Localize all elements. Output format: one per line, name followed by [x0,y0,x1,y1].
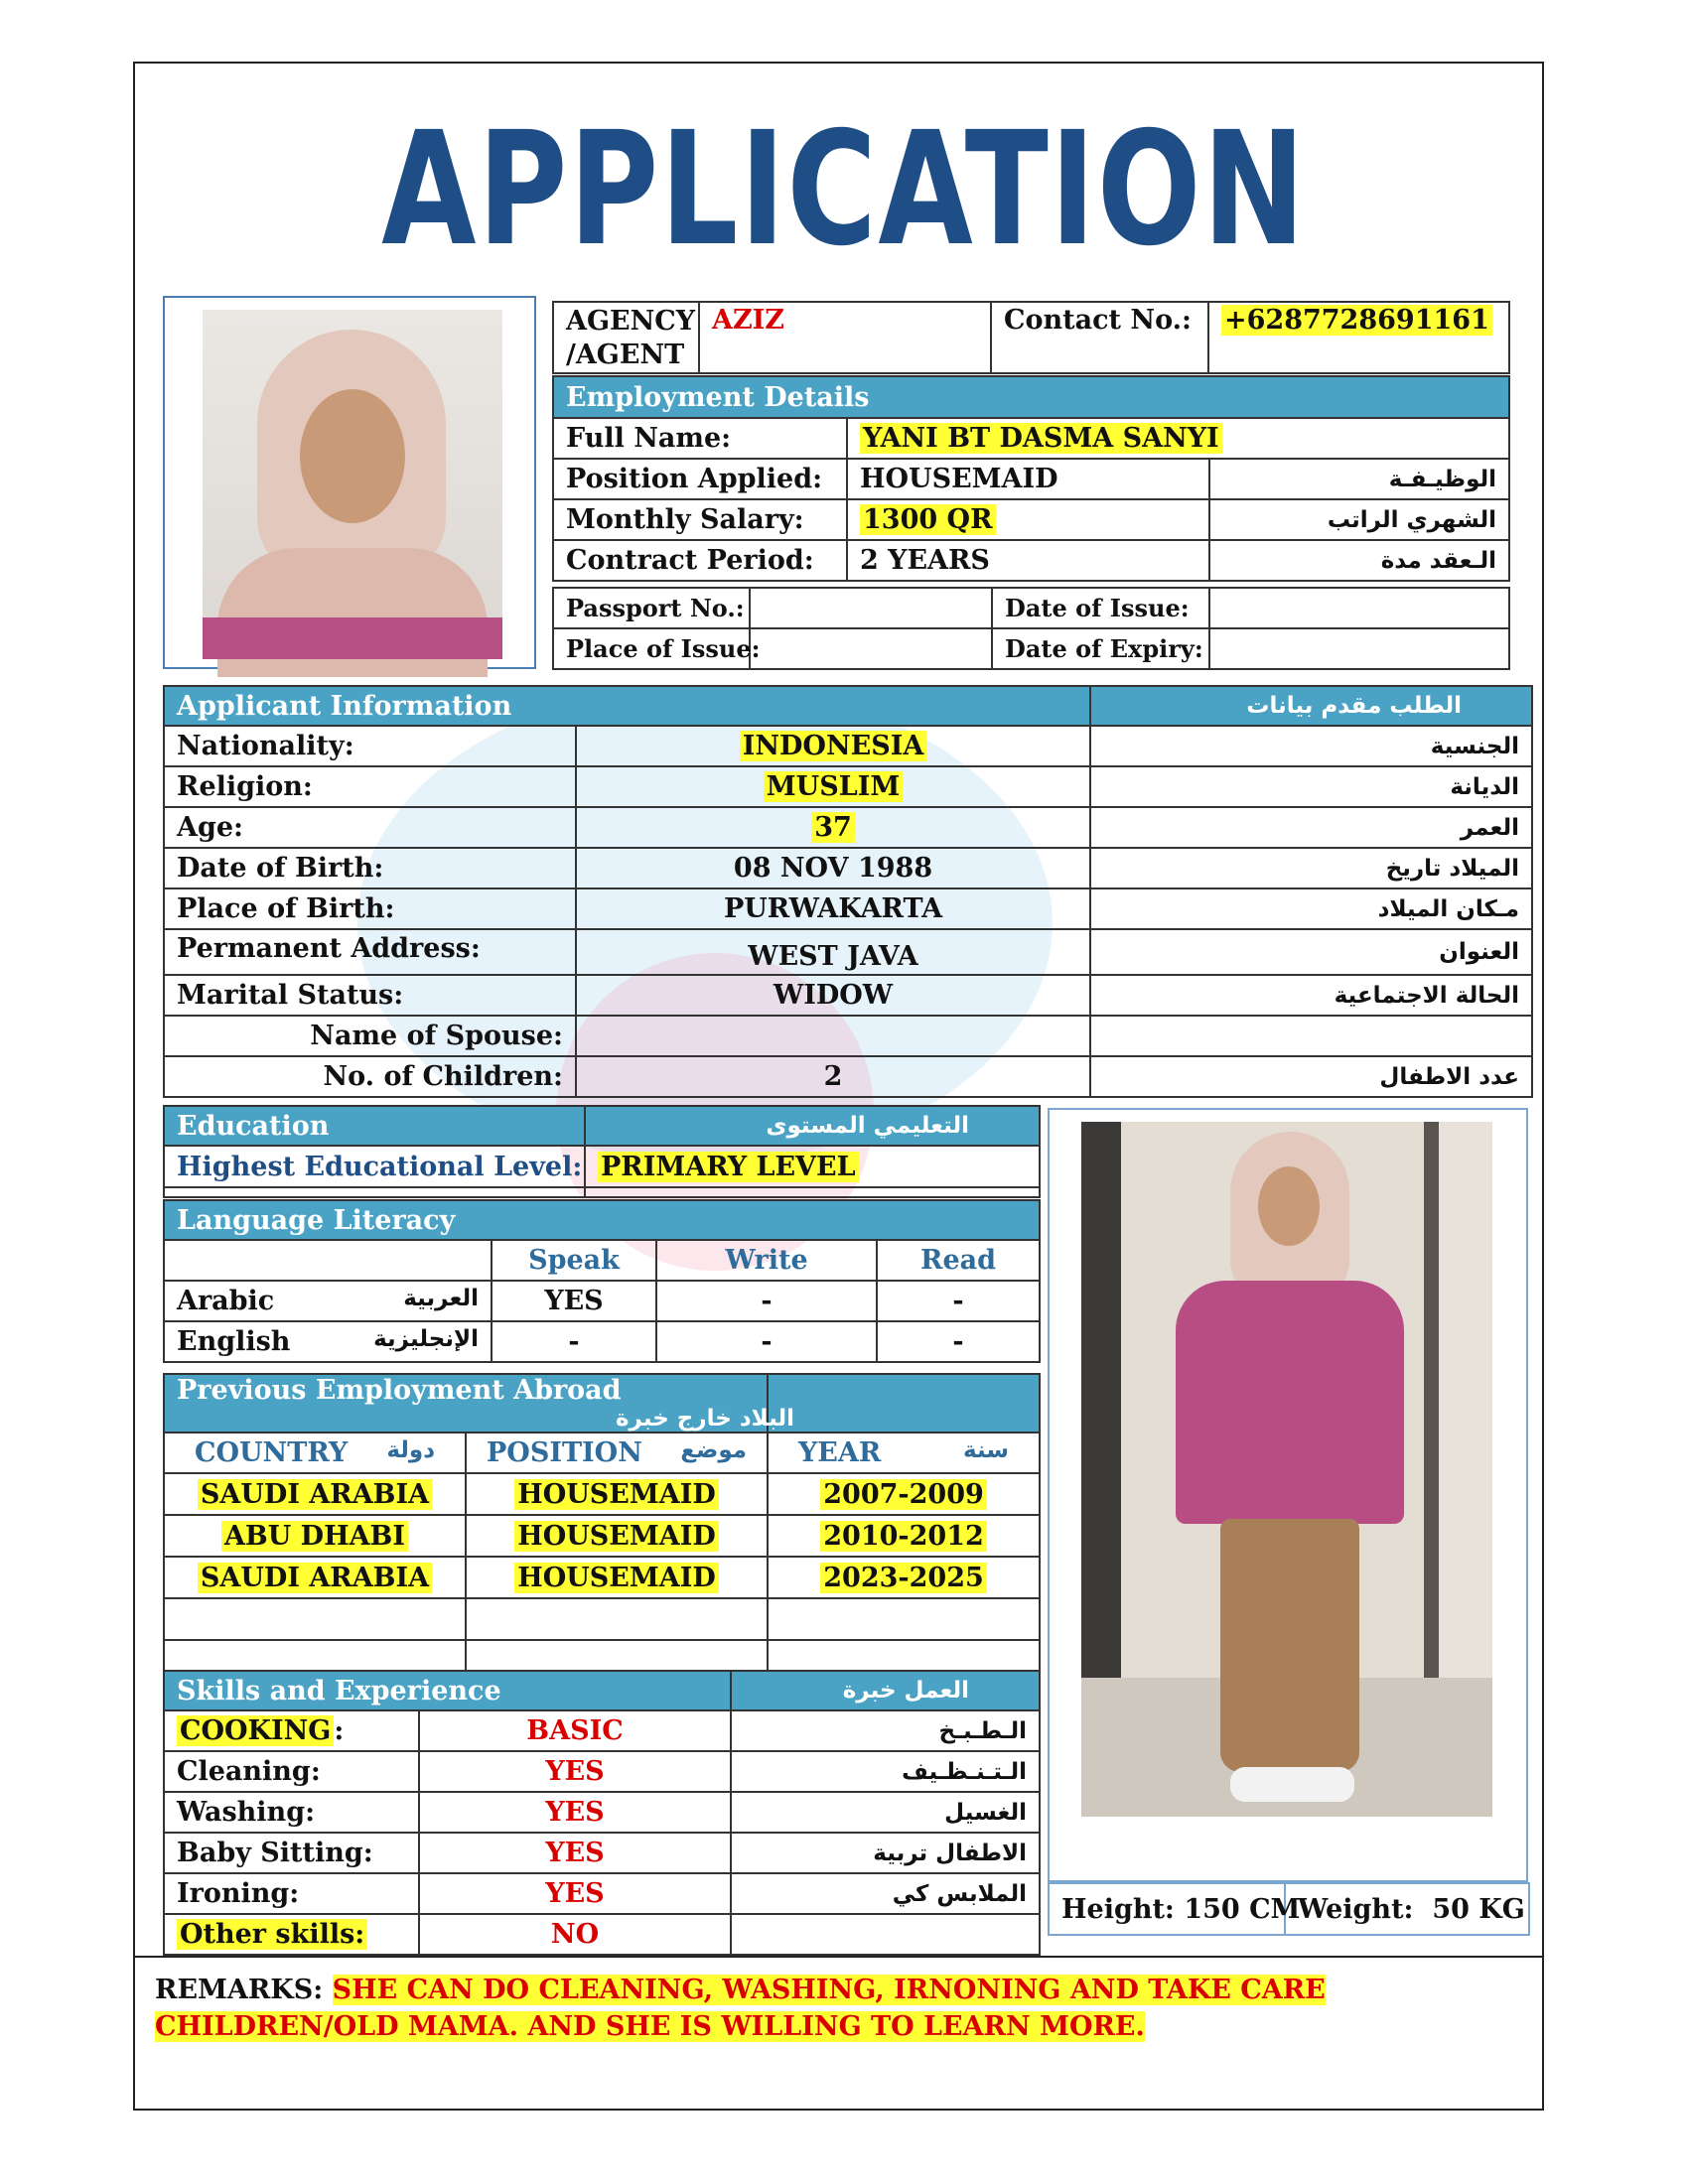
previous-row [164,1515,1040,1557]
previous-header: Previous Employment Abroad البلاد خارج خبرة [164,1374,768,1433]
english-speak: - [492,1321,656,1362]
portrait-photo [203,310,502,659]
skill-cooking-ar: الـطـبـخ [731,1710,1040,1751]
position-ar: الوظيـفـة [1209,459,1509,499]
children-label: No. of Children: [164,1056,576,1097]
skill-cooking-label: COOKING : [164,1710,419,1751]
agency-value: AZIZ [699,302,991,373]
portrait-photo-frame [163,296,536,669]
skill-cleaning-label: Cleaning: [164,1751,419,1792]
skill-other-value: NO [419,1914,731,1955]
skill-cooking-value: BASIC [419,1710,731,1751]
contract-value: 2 YEARS [847,540,1209,581]
weight-cell: Weight: 50 KG [1285,1883,1529,1935]
arabic-speak: YES [492,1281,656,1321]
portrait-face [300,389,405,523]
previous-row [164,1473,1040,1515]
previous-year: 2023-2025 [768,1557,1040,1598]
full-body-photo-frame [1048,1108,1528,1882]
previous-position: HOUSEMAID [466,1557,768,1598]
figure-pants [1220,1519,1359,1772]
skills-header-ar: العمل خبرة [731,1671,1040,1710]
skill-babysitting-ar: الاطفال تربية [731,1833,1040,1873]
education-spacer [164,1187,585,1197]
skill-cleaning-value: YES [419,1751,731,1792]
employment-header: Employment Details [553,376,1509,418]
english-write: - [656,1321,877,1362]
place-of-issue-label: Place of Issue: [553,628,750,669]
skill-babysitting-label: Baby Sitting: [164,1833,419,1873]
spouse-value [576,1016,1090,1056]
salary-label: Monthly Salary: [553,499,847,540]
dob-ar: الميلاد تاريخ [1090,848,1532,888]
language-blank [164,1240,492,1281]
agency-table [552,301,1510,374]
issue-date-label: Date of Issue: [992,588,1209,628]
skill-other-label: Other skills: [164,1914,419,1955]
agency-label: AGENCY /AGENT [553,302,699,373]
skills-table [163,1670,1041,1956]
remarks-box [133,1956,1544,2111]
passport-no-value [750,588,992,628]
full-name-value: YANI BT DASMA SANYI [847,418,1509,459]
age-label: Age: [164,807,576,848]
children-value: 2 [576,1056,1090,1097]
applicant-header: Applicant Information [164,686,1090,726]
previous-row [164,1598,1040,1640]
skill-washing-value: YES [419,1792,731,1833]
pob-value: PURWAKARTA [576,888,1090,929]
marital-ar: الحالة الاجتماعية [1090,975,1532,1016]
language-table [163,1199,1041,1363]
education-level-label: Highest Educational Level: [164,1146,585,1187]
position-label: Position Applied: [553,459,847,499]
expiry-date-value [1209,628,1509,669]
spouse-label: Name of Spouse: [164,1016,576,1056]
salary-ar: الشهري الراتب [1209,499,1509,540]
passport-no-label: Passport No.: [553,588,750,628]
dob-label: Date of Birth: [164,848,576,888]
previous-col-year: YEAR سنة [768,1433,1040,1473]
height-cell: Height: 150 CM [1049,1883,1285,1935]
figure-shoes [1230,1767,1354,1802]
position-value: HOUSEMAID [847,459,1209,499]
previous-country [164,1598,466,1640]
employment-table [552,375,1510,582]
salary-value: 1300 QR [847,499,1209,540]
spouse-ar [1090,1016,1532,1056]
previous-row [164,1557,1040,1598]
language-col-write: Write [656,1240,877,1281]
education-table [163,1105,1041,1198]
figure-sweater [1176,1281,1404,1524]
language-col-read: Read [877,1240,1040,1281]
previous-col-position: POSITION موضع [466,1433,768,1473]
full-name-label: Full Name: [553,418,847,459]
education-level-value: PRIMARY LEVEL [585,1146,1040,1187]
skills-header: Skills and Experience [164,1671,731,1710]
pob-label: Place of Birth: [164,888,576,929]
remarks-text: SHE CAN DO CLEANING, WASHING, IRNONING AND TAKE CARE CHILDREN/OLD MAMA. AND SHE IS WILLING TO LEARN MORE. [155,1975,1326,2042]
language-english: English الإنجليزية [164,1321,492,1362]
previous-country: SAUDI ARABIA [164,1557,466,1598]
religion-ar: الديانة [1090,766,1532,807]
arabic-write: - [656,1281,877,1321]
children-ar: عدد الاطفال [1090,1056,1532,1097]
previous-col-country: COUNTRY دولة [164,1433,466,1473]
contract-label: Contract Period: [553,540,847,581]
contract-ar: الـعقد مدة [1209,540,1509,581]
language-col-speak: Speak [492,1240,656,1281]
skill-ironing-label: Ironing: [164,1873,419,1914]
applicant-header-ar: الطلب مقدم بيانات [1090,686,1532,726]
contact-value: +6287728691161 [1208,302,1509,373]
nationality-value: INDONESIA [576,726,1090,766]
issue-date-value [1209,588,1509,628]
language-arabic: Arabic العربية [164,1281,492,1321]
nationality-label: Nationality: [164,726,576,766]
age-ar: العمر [1090,807,1532,848]
marital-value: WIDOW [576,975,1090,1016]
figure-face [1258,1166,1320,1246]
skill-ironing-ar: الملابس كي [731,1873,1040,1914]
address-ar: العنوان [1090,929,1532,975]
previous-year: 2007-2009 [768,1473,1040,1515]
previous-year: 2010-2012 [768,1515,1040,1557]
nationality-ar: الجنسية [1090,726,1532,766]
religion-value: MUSLIM [576,766,1090,807]
education-header: Education [164,1106,585,1146]
arabic-read: - [877,1281,1040,1321]
previous-country: ABU DHABI [164,1515,466,1557]
page-title: APPLICATION [381,98,1307,281]
address-label: Permanent Address: [164,929,576,975]
pob-ar: مـكان الميلاد [1090,888,1532,929]
passport-table [552,587,1510,670]
remarks-label: REMARKS: [155,1975,324,2005]
skill-washing-ar: الغسيل [731,1792,1040,1833]
address-value: WEST JAVA [576,929,1090,975]
skill-babysitting-value: YES [419,1833,731,1873]
education-header-ar: التعليمي المستوى [585,1106,1040,1146]
dob-value: 08 NOV 1988 [576,848,1090,888]
full-body-photo [1081,1122,1492,1817]
previous-country: SAUDI ARABIA [164,1473,466,1515]
skill-other-ar [731,1914,1040,1955]
previous-year [768,1598,1040,1640]
portrait-shirt [203,617,502,659]
previous-employment-table [163,1373,1041,1683]
previous-header-end [768,1374,1040,1433]
skill-ironing-value: YES [419,1873,731,1914]
skill-cleaning-ar: الـتـنـظـيف [731,1751,1040,1792]
education-spacer-2 [585,1187,1040,1197]
previous-position: HOUSEMAID [466,1515,768,1557]
expiry-date-label: Date of Expiry: [992,628,1209,669]
previous-position: HOUSEMAID [466,1473,768,1515]
religion-label: Religion: [164,766,576,807]
place-of-issue-value [750,628,992,669]
measurements-table [1048,1882,1530,1936]
marital-label: Marital Status: [164,975,576,1016]
skill-washing-label: Washing: [164,1792,419,1833]
previous-position [466,1598,768,1640]
contact-label: Contact No.: [991,302,1208,373]
english-read: - [877,1321,1040,1362]
age-value: 37 [576,807,1090,848]
applicant-table [163,685,1533,1098]
language-header: Language Literacy [164,1200,1040,1240]
